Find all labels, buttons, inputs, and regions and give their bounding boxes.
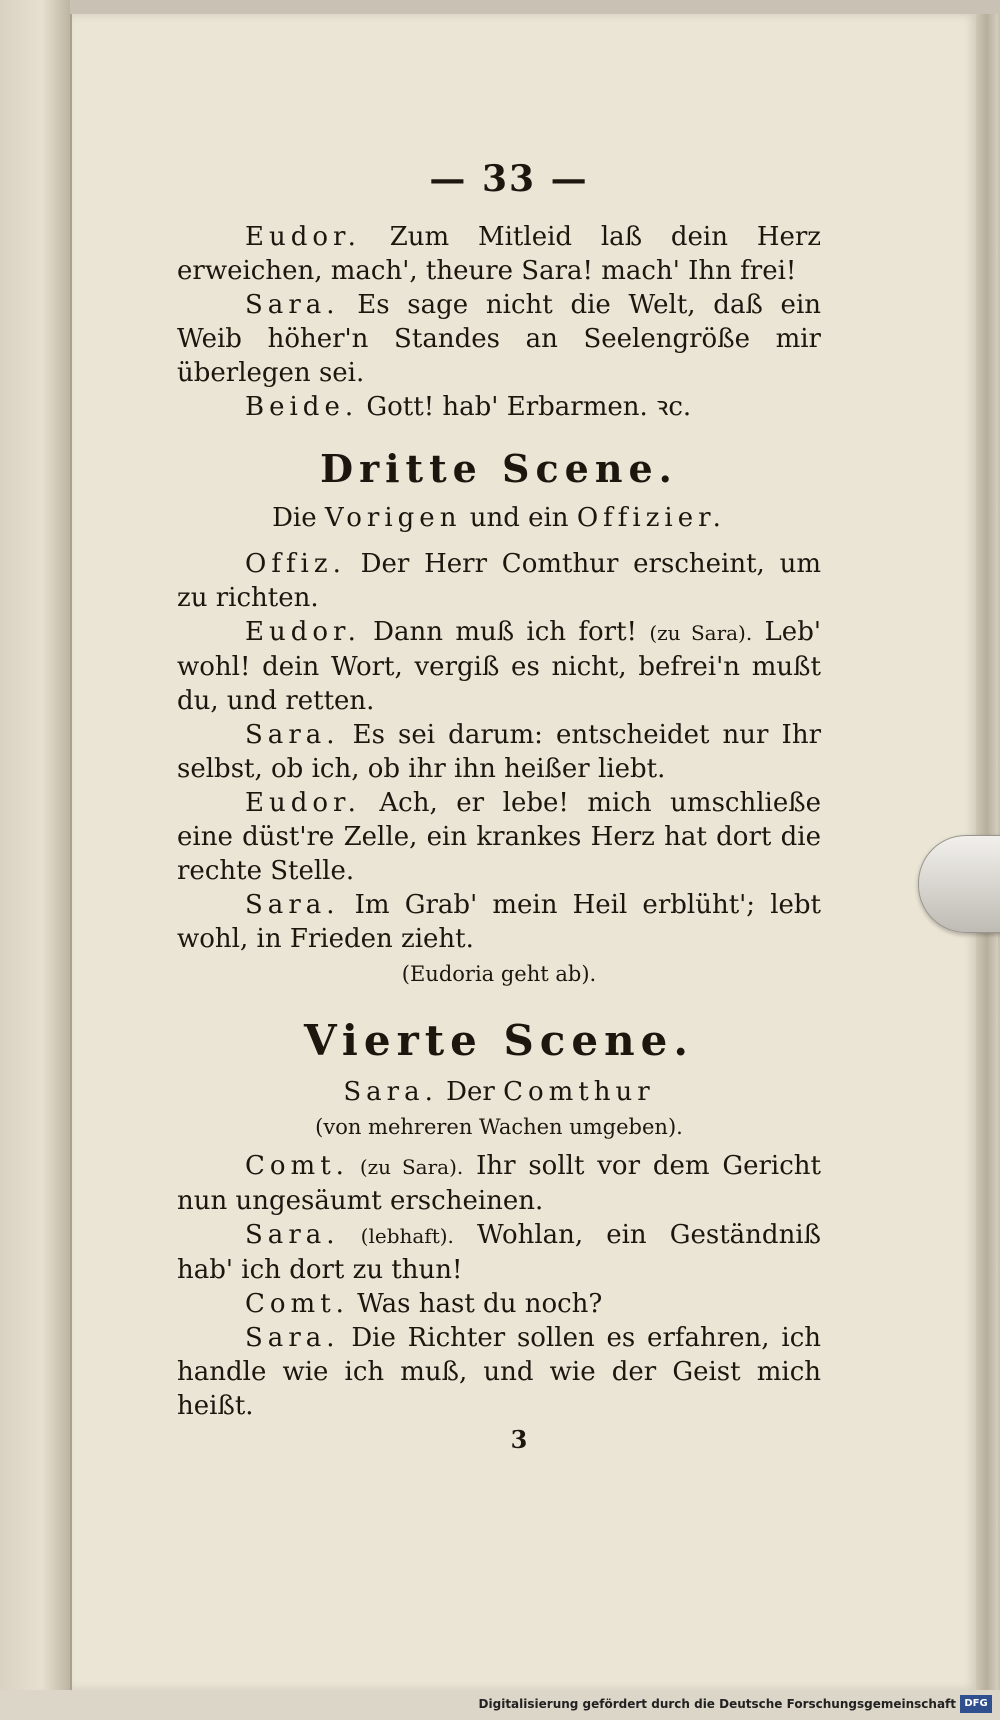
page-text [177,158,821,1454]
previous-page-edge [0,0,70,1720]
persons-text: Offizier. [576,503,726,533]
speech-text: Es sage nicht die Welt, daß ein Weib höher'n Standes an Seelengröße mir überlegen sei. [177,290,821,388]
scene-heading: Dritte Scene. [320,446,678,491]
speech-text: Dann muß ich fort! [360,617,650,647]
speech-text: Gott! hab' Erbarmen. ꝛc. [358,392,692,422]
speaker-name: Sara. [245,890,340,920]
speaker-name: Comt. [245,1151,349,1181]
speech-block [177,1287,821,1321]
speech-block [177,1321,821,1423]
speaker-name: Comt. [245,1289,349,1319]
speaker-name: Sara. [245,1220,340,1250]
digitization-footer [0,1690,1000,1720]
speaker-name: Eudor. [245,617,361,647]
speech-block [177,718,821,786]
speech-block [177,786,821,888]
stage-direction: (zu Sara). [649,621,753,645]
persons-text: Der [437,1077,504,1107]
speaker-name: Sara. [245,290,340,320]
persons-text: Vorigen [324,503,462,533]
scene-heading: Vierte Scene. [304,1016,694,1065]
speaker-name: Sara. [245,1323,340,1353]
speech-block [177,390,821,424]
speech-text: Ihr sollt vor dem Gericht nun ungesäumt erscheinen. [177,1151,821,1216]
persons-text: Comthur [503,1077,655,1107]
speech-text: Die Richter sollen es erfahren, ich handle wie ich muß, und wie der Geist mich heißt. [177,1323,821,1421]
speech-block [177,547,821,615]
persons-text: Die [272,503,325,533]
speaker-name: Beide. [245,392,359,422]
stage-direction: (lebhaft). [339,1224,454,1248]
speech-block [177,220,821,288]
speech-text: Der Herr Comthur erscheint, um zu richten. [177,549,821,613]
speaker-name: Eudor. [245,788,361,818]
persons-text: Sara. [343,1077,438,1107]
funding-credit: Digitalisierung gefördert durch die Deutsche Forschungsgemeinschaft [478,1697,956,1711]
scene-persons [177,501,821,535]
speaker-name: Eudor. [245,222,361,252]
stage-direction: (zu Sara). [348,1155,464,1179]
speech-text: Zum Mitleid laß dein Herz erweichen, mach', theure Sara! mach' Ihn frei! [177,222,821,286]
speech-text: Wohlan, ein Geständniß hab' ich dort zu thun! [177,1220,821,1285]
speaker-name: Offiz. [245,549,346,579]
stage-direction: (von mehreren Wachen umgeben). [315,1115,683,1139]
speech-block [177,888,821,956]
speech-block [177,288,821,390]
speech-text: Es sei darum: entscheidet nur Ihr selbst, ob ich, ob ihr ihn heißer liebt. [177,720,821,784]
speech-text: Leb' wohl! dein Wort, vergiß es nicht, befrei'n mußt du, und retten. [177,617,821,716]
scene-persons [177,1075,821,1109]
page-number: — 33 — [429,158,589,200]
speech-text: Ach, er lebe! mich umschließe eine düst're Zelle, ein krankes Herz hat dort die rechte Stelle. [177,788,821,886]
speech-text: Was hast du noch? [348,1289,603,1319]
speaker-name: Sara. [245,720,340,750]
speech-block [177,1149,821,1218]
speech-block [177,1218,821,1287]
dfg-logo: DFG [960,1695,992,1713]
speech-block [177,615,821,718]
persons-text: und ein [461,503,577,533]
stage-direction: (Eudoria geht ab). [401,962,597,986]
printer-signature: 3 [510,1425,528,1454]
speech-text: Im Grab' mein Heil erblüht'; lebt wohl, in Frieden zieht. [177,890,821,954]
